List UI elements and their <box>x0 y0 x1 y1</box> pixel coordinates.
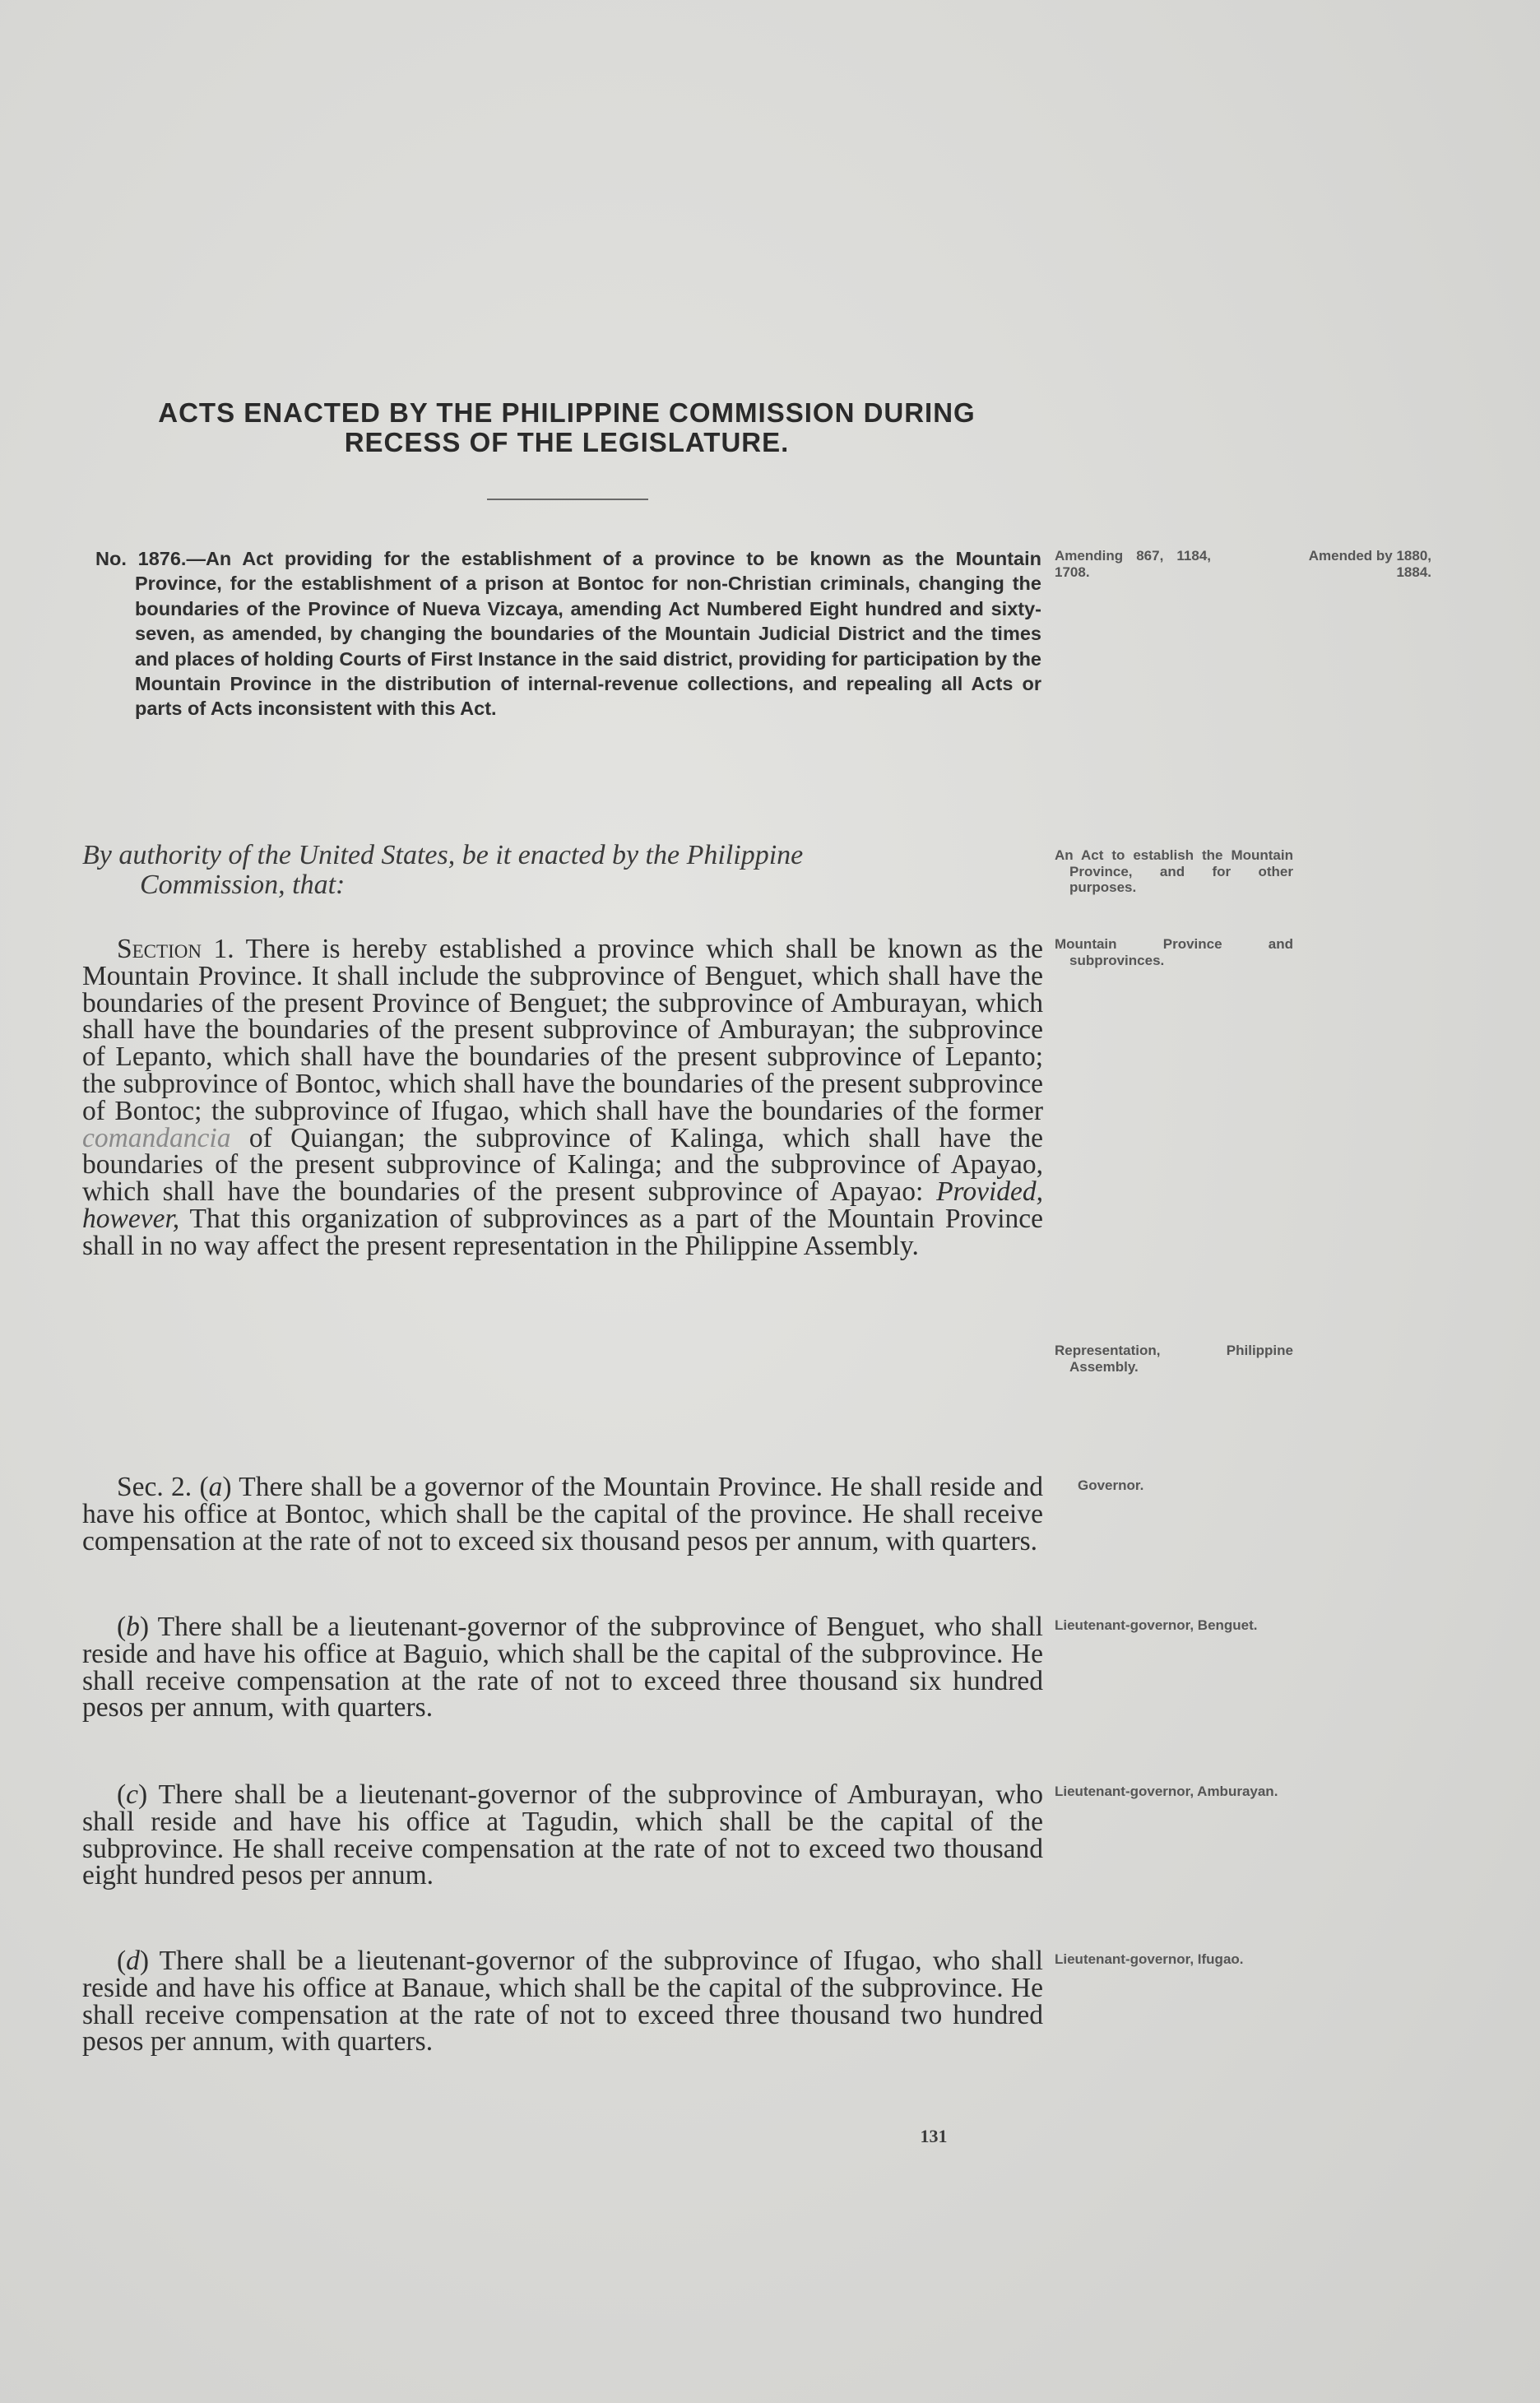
margin-note-representation: Representation, Philippine Assembly. <box>1055 1343 1293 1375</box>
act-number: No. 1876. <box>95 548 187 569</box>
enacting-clause <box>82 841 1043 900</box>
section-2c <box>82 1779 1043 1891</box>
margin-note-ltgov-benguet: Lieutenant-governor, Benguet. <box>1055 1617 1258 1633</box>
margin-note-amending: Amending 867, 1184, 1708. <box>1055 548 1211 580</box>
section-2a-label: Sec. 2. ( <box>117 1472 209 1502</box>
margin-note-governor: Governor. <box>1078 1478 1144 1493</box>
section-1-label: Section <box>117 934 202 964</box>
heading-line-1: ACTS ENACTED BY THE PHILIPPINE COMMISSION DURING <box>158 397 976 428</box>
section-2d-open: ( <box>117 1946 127 1976</box>
enacting-clause-line-2: Commission, that: <box>140 870 346 900</box>
page-number: 131 <box>920 2126 948 2146</box>
section-1-number: 1. <box>201 934 246 964</box>
section-2d <box>82 1948 1043 2056</box>
section-2d-letter: d <box>126 1946 140 1976</box>
act-title <box>95 546 1041 721</box>
section-2c-text: ) There shall be a lieutenant-governor of the subprovince of Amburayan, who shall reside and have his office at Tagudin, which shall be the capital of the subprovince. He shall receive compensation at the rate of not to exceed two thousand eight hundred pesos per annum. <box>82 1779 1043 1891</box>
section-2a-text: ) There shall be a governor of the Mountain Province. He shall reside and have his office at Bontoc, which shall be the capital of the province. He shall receive compensation at the rate of not to exceed six thousand pesos per annum, with quarters. <box>82 1472 1043 1556</box>
section-2c-letter: c <box>126 1779 139 1810</box>
section-2b-open: ( <box>117 1612 127 1642</box>
section-2c-open: ( <box>117 1779 127 1810</box>
document-heading <box>66 398 1068 457</box>
section-2a <box>82 1474 1043 1555</box>
section-2d-text: ) There shall be a lieutenant-governor of the subprovince of Ifugao, who shall reside and have his office at Banaue, which shall be the capital of the subprovince. He shall receive compensation at the rate of not to exceed three thousand two hundred pesos per annum, with quarters. <box>82 1946 1043 2057</box>
section-1 <box>82 936 1043 1260</box>
section-2b <box>82 1614 1043 1722</box>
margin-note-ltgov-ifugao: Lieutenant-governor, Ifugao. <box>1055 1951 1244 1967</box>
section-2b-letter: b <box>126 1612 140 1642</box>
section-2a-letter: a <box>208 1472 223 1502</box>
section-1-italic-comandancia: comandancia <box>82 1122 231 1153</box>
section-1-text-a: There is hereby established a province which shall be known as the Mountain Province. It shall include the subprovince of Benguet, which shall have the boundaries of the present Province of Benguet; the subprovince of Amburayan, which shall have the boundaries of the present subprovince of Amburayan; the subprovince of Lepanto, which shall have the boundaries of the present subprovince of Lepanto; the subprovince of Bontoc, which shall have the boundaries of the present subprovince of Bontoc; the subprovince of Ifugao, which shall have the boundaries of the former <box>82 934 1043 1126</box>
margin-note-mountain-province: Mountain Province and subprovinces. <box>1055 936 1293 968</box>
section-1-text-c: That this organization of subprovinces as a part of the Mountain Province shall in no way affect the present representation in the Philippine Assembly. <box>82 1203 1043 1261</box>
margin-note-purpose: An Act to establish the Mountain Province, and for other purposes. <box>1055 847 1293 895</box>
section-2b-text: ) There shall be a lieutenant-governor of the subprovince of Benguet, who shall reside and have his office at Baguio, which shall be the capital of the subprovince. He shall receive compensation at the rate of not to exceed three thousand six hundred pesos per annum, with quarters. <box>82 1612 1043 1723</box>
act-description: —An Act providing for the establishment of a province to be known as the Mountain Province, for the establishment of a prison at Bontoc for non-Christian criminals, changing the boundaries of the Province of Nueva Vizcaya, amending Act Numbered Eight hundred and sixty-seven, as amended, by changing the boundaries of the Mountain Judicial District and the times and places of holding Courts of First Instance in the said district, providing for participation by the Mountain Province in the distribution of internal-revenue collections, and repealing all Acts or parts of Acts inconsistent with this Act. <box>135 548 1041 720</box>
heading-divider <box>487 499 648 500</box>
enacting-clause-line-1: By authority of the United States, be it enacted by the Philippine <box>82 840 804 870</box>
heading-line-2: RECESS OF THE LEGISLATURE. <box>344 427 790 457</box>
margin-note-ltgov-amburayan: Lieutenant-governor, Amburayan. <box>1055 1784 1278 1799</box>
section-1-text-b: of Quiangan; the subprovince of Kalinga, which shall have the boundaries of the present subprovince of Kalinga; and the subprovince of Apayao, which shall have the boundaries of the present subprovince of Apayao: <box>82 1122 1043 1208</box>
margin-note-amended: Amended by 1880, 1884. <box>1308 548 1431 580</box>
section-1-italic-proviso: Provided, however, <box>82 1176 1043 1234</box>
